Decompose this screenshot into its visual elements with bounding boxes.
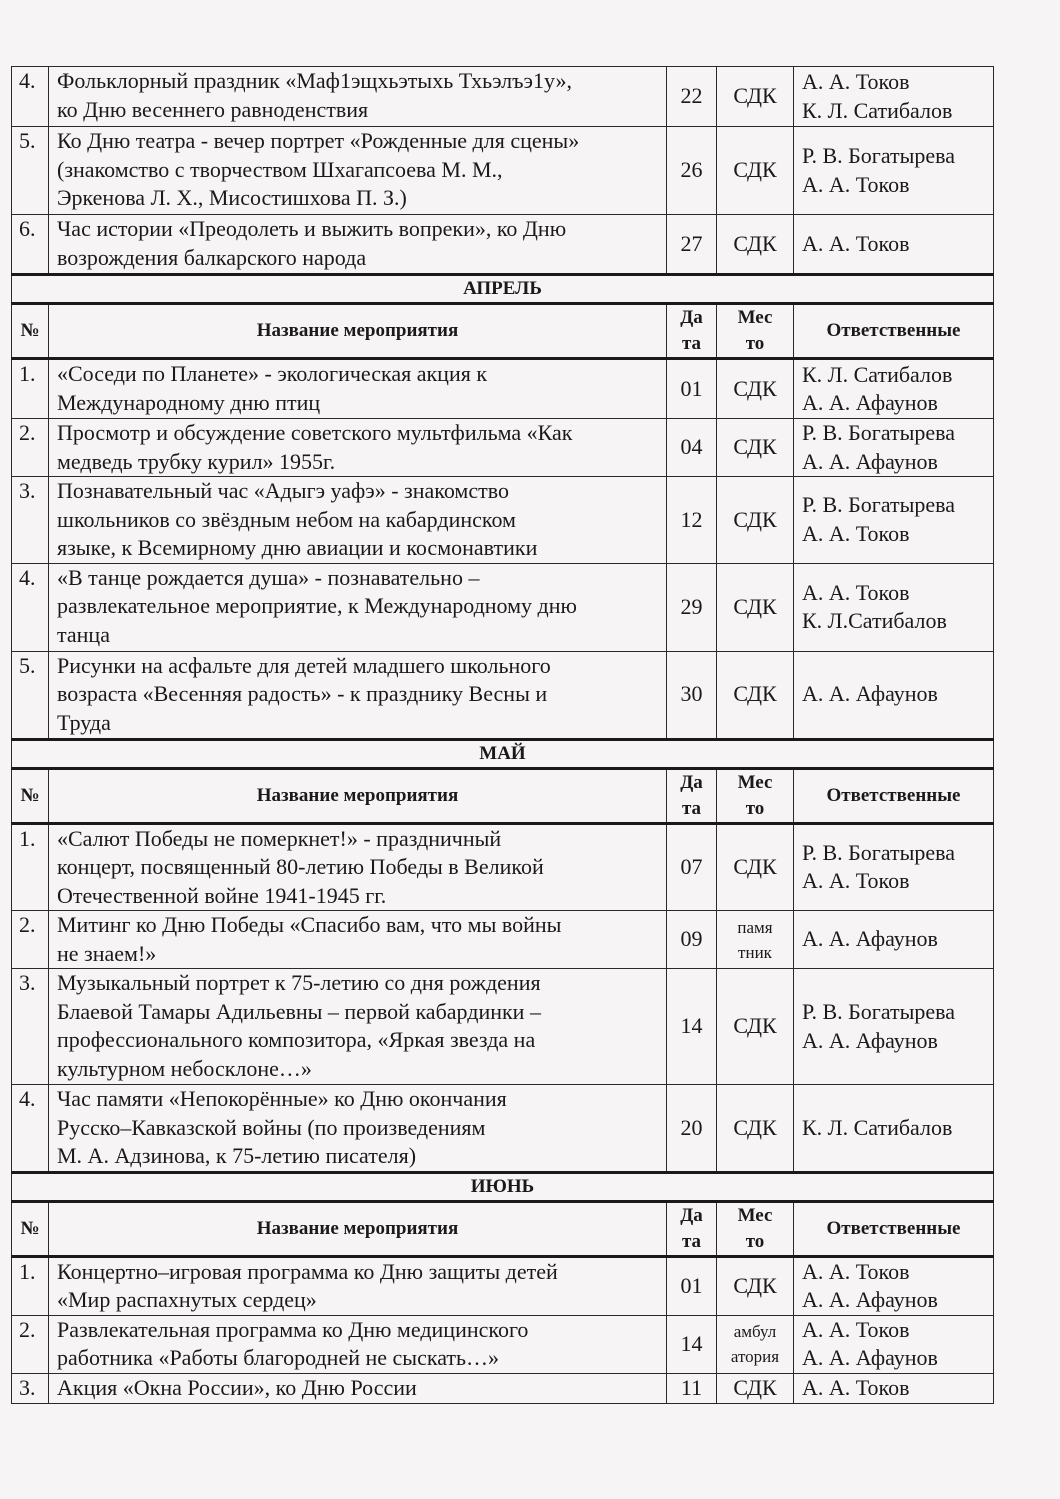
event-title-line: развлекательное мероприятие, к Международному дню: [57, 593, 577, 618]
event-date: [667, 359, 717, 419]
event-place-text: СДК: [733, 506, 777, 532]
month-heading: МАЙ: [12, 739, 994, 768]
responsible-person: А. А. Токов: [802, 230, 910, 256]
event-place-text: СДК: [733, 854, 777, 879]
header-responsible: [794, 304, 994, 359]
header-number-label: №: [20, 320, 40, 341]
event-title: [49, 651, 667, 739]
table-row: [12, 127, 994, 215]
event-title-line: возраста «Весенняя радость» - к празднику Весны и: [57, 681, 548, 706]
event-responsible: [794, 1256, 994, 1315]
header-date-label: та: [681, 333, 702, 354]
event-place-text: СДК: [733, 434, 777, 460]
event-plan-table: [11, 66, 994, 1404]
event-place-text: СДК: [733, 157, 777, 183]
header-title-label: Название мероприятия: [256, 320, 459, 341]
header-date-label: Да: [680, 1204, 703, 1226]
event-number-text: 4.: [19, 68, 36, 93]
event-responsible: [794, 215, 994, 275]
event-title-line: Митинг ко Дню Победы «Спасибо вам, что мы войны: [57, 912, 562, 937]
responsible-person: К. Л. Сатибалов: [802, 1114, 953, 1140]
table-row: [12, 823, 994, 911]
event-responsible: [794, 969, 994, 1085]
responsible-person: А. А. Афаунов: [802, 681, 938, 707]
column-header-row: [12, 768, 994, 823]
responsible-person: А. А. Токов: [802, 1316, 910, 1342]
event-date: [667, 1315, 717, 1373]
event-date-text: 01: [680, 1272, 703, 1298]
event-date-text: 07: [680, 854, 703, 879]
event-number-text: 4.: [19, 1086, 36, 1111]
event-place-text: тник: [738, 942, 772, 962]
event-title-line: работника «Работы благородней не сыскать…»: [57, 1345, 500, 1370]
header-place: [717, 768, 794, 823]
event-number: [12, 67, 49, 127]
event-place: [717, 67, 794, 127]
event-title-line: школьников со звёздным небом на кабардинском: [57, 506, 516, 532]
header-place: [717, 304, 794, 359]
event-title-line: Блаевой Тамары Адильевны – первой кабардинки –: [57, 998, 541, 1024]
responsible-person: А. А. Афаунов: [802, 926, 938, 952]
event-title: [49, 419, 667, 477]
header-responsible-label: Ответственные: [826, 784, 961, 806]
event-title: [49, 1373, 667, 1403]
event-number-text: 1.: [19, 825, 36, 851]
header-responsible: [794, 1201, 994, 1256]
month-heading-row: [12, 1172, 994, 1201]
table-row: [12, 359, 994, 419]
event-title: [49, 215, 667, 275]
table-row: [12, 969, 994, 1085]
header-number-label: №: [20, 784, 40, 806]
column-header-row: [12, 304, 994, 359]
responsible-person: К. Л.Сатибалов: [802, 608, 947, 633]
header-responsible: [794, 768, 994, 823]
event-number: [12, 651, 49, 739]
event-title-line: ко Дню весеннего равноденствия: [57, 96, 369, 122]
event-date-text: 01: [680, 375, 703, 401]
responsible-person: Р. В. Богатырева: [802, 999, 956, 1024]
event-number: [12, 563, 49, 651]
header-date: [667, 1201, 717, 1256]
event-title-line: Эркенова Л. Х., Мисостишхова П. З.): [57, 185, 407, 210]
header-date-label: Да: [680, 307, 703, 328]
event-date-text: 30: [680, 681, 703, 707]
event-title: [49, 127, 667, 215]
event-place: [717, 651, 794, 739]
event-date: [667, 911, 717, 969]
responsible-person: К. Л. Сатибалов: [802, 361, 953, 387]
responsible-person: Р. В. Богатырева: [802, 143, 956, 168]
month-heading-row: [12, 739, 994, 768]
table-row: [12, 911, 994, 969]
month-heading-row: [12, 275, 994, 304]
event-number-text: 3.: [19, 478, 36, 503]
event-title-line: культурном небосклоне…»: [57, 1055, 312, 1081]
header-title: [49, 304, 667, 359]
event-number-text: 3.: [19, 970, 36, 995]
event-place: [717, 823, 794, 911]
event-date: [667, 1373, 717, 1403]
event-date-text: 20: [680, 1114, 703, 1140]
event-place: [717, 215, 794, 275]
event-number: [12, 1315, 49, 1373]
event-title-line: Музыкальный портрет к 75-летию со дня рождения: [57, 970, 541, 995]
header-title-label: Название мероприятия: [256, 1217, 459, 1239]
column-header-row: [12, 1201, 994, 1256]
event-title-line: Просмотр и обсуждение советского мультфильма «Как: [57, 420, 573, 445]
event-title-line: Фольклорный праздник «Маф1эщхьэтыхь Тхьэлъэ1у»,: [57, 68, 572, 93]
event-place-text: СДК: [733, 230, 777, 256]
event-place-text: СДК: [733, 375, 777, 401]
responsible-person: А. А. Токов: [802, 868, 910, 894]
event-place-text: СДК: [733, 83, 777, 109]
event-place: [717, 1315, 794, 1373]
event-title: [49, 359, 667, 419]
event-number-text: 6.: [19, 216, 36, 241]
event-responsible: [794, 911, 994, 969]
event-responsible: [794, 1373, 994, 1403]
event-number: [12, 127, 49, 215]
event-number-text: 5.: [19, 128, 36, 153]
event-title-line: (знакомство с творчеством Шхагапсоева М. М.,: [57, 156, 503, 182]
event-date-text: 14: [680, 1330, 703, 1356]
event-number-text: 2.: [19, 912, 36, 937]
event-number: [12, 359, 49, 419]
event-title: [49, 477, 667, 564]
event-title-line: медведь трубку курил» 1955г.: [57, 448, 336, 474]
event-title-line: «Мир распахнутых сердец»: [57, 1287, 317, 1312]
event-title: [49, 67, 667, 127]
event-title-line: «Салют Победы не померкнет!» - праздничный: [57, 825, 502, 851]
header-number: [12, 1201, 49, 1256]
event-title-line: «В танце рождается душа» - познавательно –: [57, 564, 480, 590]
event-number-text: 2.: [19, 1316, 36, 1342]
table-row: [12, 563, 994, 651]
event-number: [12, 477, 49, 564]
event-responsible: [794, 359, 994, 419]
event-plan-page: [11, 66, 993, 1404]
header-place-label: Мес: [737, 307, 773, 328]
event-responsible: [794, 419, 994, 477]
header-number: [12, 768, 49, 823]
event-date-text: 09: [680, 926, 703, 952]
event-responsible: [794, 651, 994, 739]
month-heading: АПРЕЛЬ: [12, 275, 994, 304]
responsible-person: Р. В. Богатырева: [802, 420, 956, 445]
table-row: [12, 651, 994, 739]
event-title: [49, 969, 667, 1085]
event-date-text: 26: [680, 157, 703, 183]
header-title: [49, 1201, 667, 1256]
event-date-text: 12: [680, 506, 703, 532]
event-place: [717, 359, 794, 419]
responsible-person: Р. В. Богатырева: [802, 492, 956, 518]
responsible-person: К. Л. Сатибалов: [802, 97, 953, 123]
responsible-person: А. А. Афаунов: [802, 1027, 938, 1053]
responsible-person: А. А. Токов: [802, 520, 910, 546]
event-title-line: возрождения балкарского народа: [57, 244, 367, 270]
event-number: [12, 911, 49, 969]
event-date-text: 14: [680, 1013, 703, 1039]
event-date: [667, 1256, 717, 1315]
event-title-line: не знаем!»: [57, 940, 157, 966]
table-row: [12, 67, 994, 127]
event-title-line: Труда: [57, 709, 111, 735]
header-place-label: Мес: [737, 1204, 773, 1226]
event-place: [717, 1085, 794, 1173]
header-title-label: Название мероприятия: [256, 784, 459, 806]
event-number-text: 5.: [19, 652, 36, 678]
header-number-label: №: [20, 1217, 40, 1239]
event-title-line: профессионального композитора, «Яркая звезда на: [57, 1027, 536, 1052]
event-title: [49, 1085, 667, 1173]
event-number: [12, 215, 49, 275]
event-date: [667, 1085, 717, 1173]
event-number: [12, 1085, 49, 1173]
event-title-line: «Соседи по Планете» - экологическая акция к: [57, 361, 488, 386]
event-place: [717, 1256, 794, 1315]
event-number: [12, 1373, 49, 1403]
event-place: [717, 969, 794, 1085]
event-number: [12, 419, 49, 477]
header-date-label: та: [681, 797, 702, 819]
event-place-text: амбул: [733, 1322, 777, 1341]
header-place-label: то: [745, 333, 765, 354]
event-title-line: Акция «Окна России», ко Дню России: [57, 1374, 417, 1400]
event-responsible: [794, 1085, 994, 1173]
responsible-person: А. А. Афаунов: [802, 390, 938, 415]
event-date-text: 22: [680, 83, 703, 109]
event-title-line: Русско–Кавказской войны (по произведениям: [57, 1114, 486, 1140]
header-title: [49, 768, 667, 823]
table-row: [12, 419, 994, 477]
event-date-text: 11: [680, 1374, 703, 1400]
event-title: [49, 563, 667, 651]
header-place-label: то: [745, 1230, 765, 1252]
table-row: [12, 215, 994, 275]
event-title-line: Развлекательная программа ко Дню медицинского: [57, 1316, 529, 1342]
event-title: [49, 1256, 667, 1315]
event-date-text: 27: [680, 230, 703, 256]
event-date: [667, 563, 717, 651]
event-place-text: СДК: [733, 1013, 777, 1039]
table-row: [12, 1373, 994, 1403]
event-title-line: Ко Дню театра - вечер портрет «Рожденные для сцены»: [57, 128, 580, 153]
event-date: [667, 477, 717, 564]
event-title-line: Познавательный час «Адыгэ уафэ» - знакомство: [57, 478, 509, 503]
table-row: [12, 477, 994, 564]
responsible-person: А. А. Токов: [802, 1258, 910, 1284]
event-title-line: Рисунки на асфальте для детей младшего школьного: [57, 652, 551, 678]
event-date-text: 04: [680, 434, 703, 460]
month-heading: ИЮНЬ: [12, 1172, 994, 1201]
responsible-person: А. А. Токов: [802, 171, 910, 197]
event-place: [717, 477, 794, 564]
event-number-text: 2.: [19, 420, 36, 445]
header-date: [667, 768, 717, 823]
event-date-text: 29: [680, 593, 703, 619]
responsible-person: А. А. Афаунов: [802, 1345, 938, 1370]
header-date-label: Да: [680, 771, 703, 793]
event-title-line: М. А. Адзинова, к 75-летию писателя): [57, 1143, 417, 1168]
event-place-text: СДК: [733, 1114, 777, 1140]
table-row: [12, 1256, 994, 1315]
event-responsible: [794, 127, 994, 215]
header-date: [667, 304, 717, 359]
event-title-line: Международному дню птиц: [57, 389, 321, 415]
event-date: [667, 823, 717, 911]
event-number: [12, 823, 49, 911]
event-number-text: 1.: [19, 361, 36, 386]
event-date: [667, 969, 717, 1085]
event-date: [667, 215, 717, 275]
event-title-line: Час памяти «Непокорённые» ко Дню окончания: [57, 1086, 507, 1111]
responsible-person: А. А. Афаунов: [802, 1287, 938, 1312]
responsible-person: А. А. Афаунов: [802, 448, 938, 474]
event-place: [717, 419, 794, 477]
event-date: [667, 127, 717, 215]
event-place: [717, 911, 794, 969]
table-row: [12, 1085, 994, 1173]
event-title-line: танца: [57, 621, 110, 647]
event-date: [667, 651, 717, 739]
header-place-label: Мес: [737, 771, 773, 793]
header-responsible-label: Ответственные: [826, 320, 961, 341]
event-place: [717, 1373, 794, 1403]
event-title-line: Отечественной войне 1941-1945 гг.: [57, 882, 387, 908]
event-place-text: СДК: [733, 593, 777, 619]
event-title: [49, 911, 667, 969]
event-place-text: СДК: [733, 1374, 777, 1400]
event-responsible: [794, 823, 994, 911]
table-row: [12, 1315, 994, 1373]
header-place-label: то: [745, 797, 765, 819]
header-place: [717, 1201, 794, 1256]
event-place: [717, 563, 794, 651]
event-title-line: языке, к Всемирному дню авиации и космонавтики: [57, 535, 538, 560]
event-place-text: СДК: [733, 1272, 777, 1298]
event-title-line: Час истории «Преодолеть и выжить вопреки», ко Дню: [57, 216, 567, 241]
responsible-person: А. А. Токов: [802, 1374, 910, 1400]
event-date: [667, 67, 717, 127]
responsible-person: А. А. Токов: [802, 579, 910, 605]
event-number-text: 3.: [19, 1374, 36, 1400]
header-date-label: та: [681, 1230, 702, 1252]
event-responsible: [794, 1315, 994, 1373]
event-place: [717, 127, 794, 215]
event-number: [12, 969, 49, 1085]
header-number: [12, 304, 49, 359]
event-number-text: 1.: [19, 1258, 36, 1284]
event-title: [49, 823, 667, 911]
event-date: [667, 419, 717, 477]
event-title-line: Концертно–игровая программа ко Дню защиты детей: [57, 1258, 558, 1284]
responsible-person: Р. В. Богатырева: [802, 839, 956, 865]
event-responsible: [794, 477, 994, 564]
event-number: [12, 1256, 49, 1315]
event-responsible: [794, 563, 994, 651]
event-title-line: концерт, посвященный 80-летию Победы в Великой: [57, 854, 544, 879]
event-number-text: 4.: [19, 564, 36, 590]
event-place-text: атория: [730, 1347, 780, 1366]
responsible-person: А. А. Токов: [802, 69, 910, 94]
header-responsible-label: Ответственные: [826, 1217, 961, 1239]
event-place-text: памя: [737, 917, 773, 937]
event-place-text: СДК: [733, 681, 777, 707]
event-title: [49, 1315, 667, 1373]
event-responsible: [794, 67, 994, 127]
